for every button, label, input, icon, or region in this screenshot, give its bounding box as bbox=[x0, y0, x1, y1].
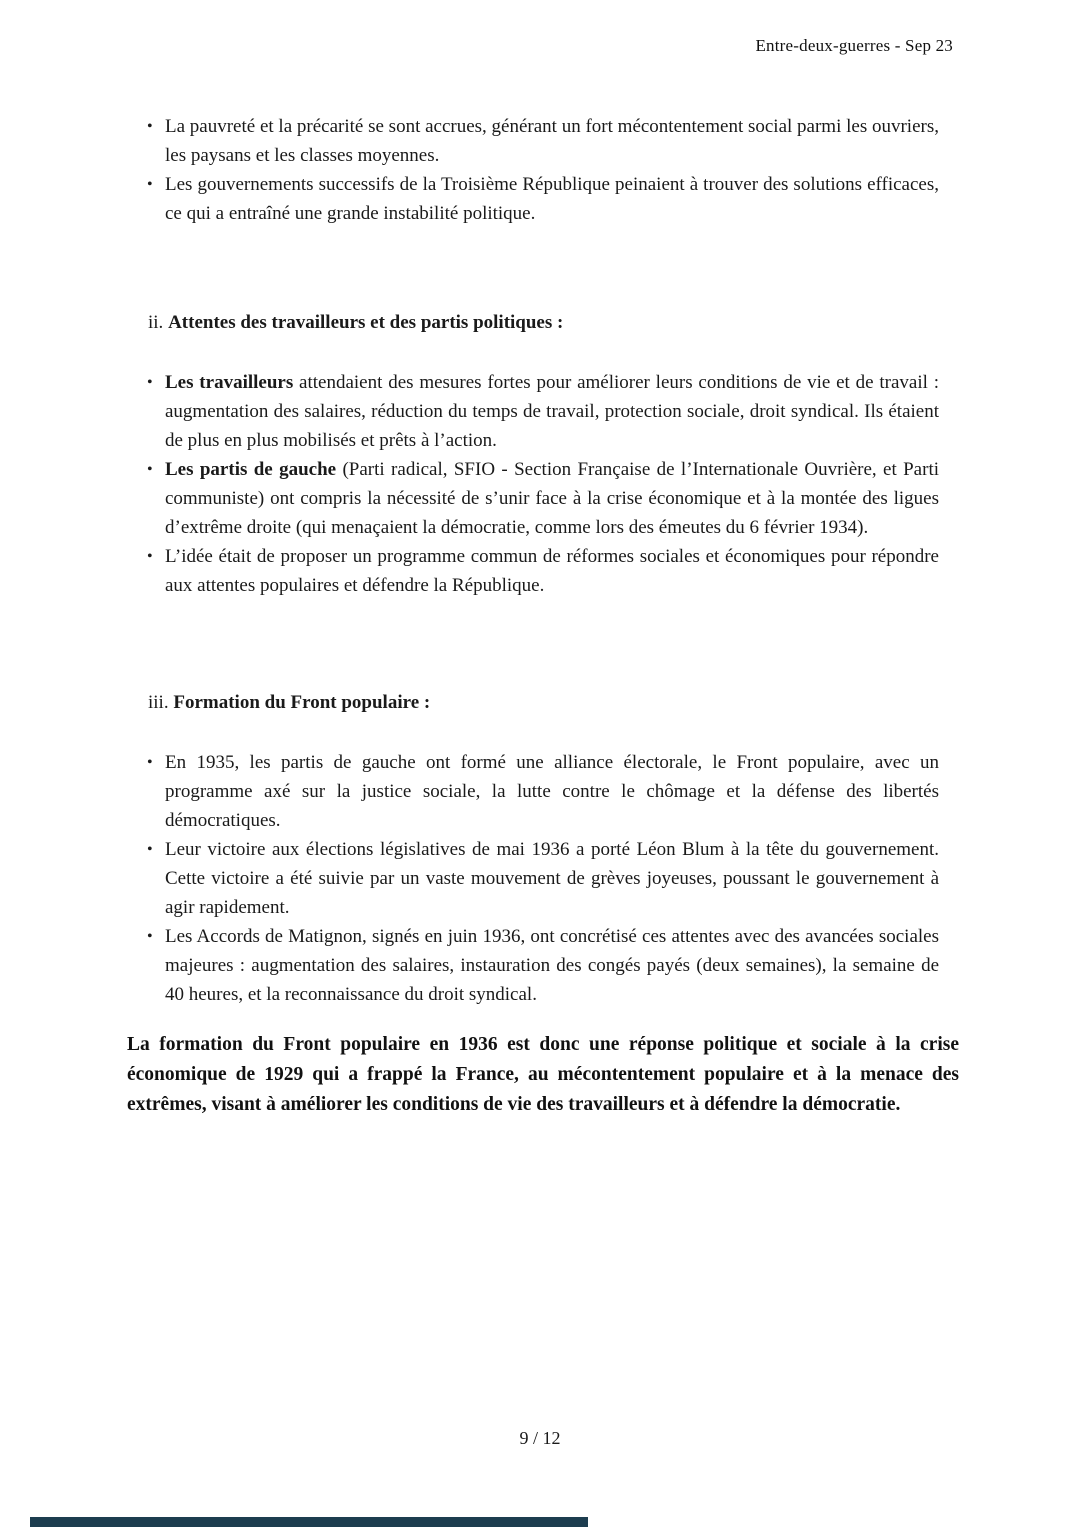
list-item bbox=[127, 455, 939, 542]
document-header: Entre-deux-guerres - Sep 23 bbox=[755, 36, 953, 55]
section-heading-iii bbox=[148, 688, 430, 717]
bullet-text: Les Accords de Matignon, signés en juin 1936, ont concrétisé ces attentes avec des avancées sociales majeures : augmentation des salaires, instauration des congés payés (deux semaines), la semaine de 40 heures, et la reconnaissance du droit syndical. bbox=[165, 926, 939, 1005]
bullet-icon: • bbox=[147, 118, 153, 135]
bullet-icon: • bbox=[147, 548, 153, 565]
page-number: 9 / 12 bbox=[519, 1428, 561, 1448]
bullet-text: Les gouvernements successifs de la Troisième République peinaient à trouver des solutions efficaces, ce qui a entraîné une grande instabilité politique. bbox=[165, 174, 939, 224]
bullet-icon: • bbox=[147, 461, 153, 478]
bullet-text: Leur victoire aux élections législatives de mai 1936 a porté Léon Blum à la tête du gouvernement. Cette victoire a été suivie par un vaste mouvement de grèves joyeuses, poussant le gouvernement à agir rapidement. bbox=[165, 839, 939, 918]
bullet-icon: • bbox=[147, 176, 153, 193]
section-ii-body bbox=[127, 368, 939, 600]
bottom-edge-bar bbox=[30, 1517, 588, 1527]
bullet-lead: Les travailleurs bbox=[165, 372, 294, 393]
bullet-text: L’idée était de proposer un programme commun de réformes sociales et économiques pour répondre aux attentes populaires et défendre la République. bbox=[165, 546, 939, 596]
intro-bullet-list bbox=[127, 112, 939, 228]
section-title: Formation du Front populaire : bbox=[173, 692, 431, 713]
bullet-lead: Les partis de gauche bbox=[165, 459, 337, 480]
section-title: Attentes des travailleurs et des partis politiques : bbox=[168, 312, 564, 333]
bullet-text: attendaient des mesures fortes pour améliorer leurs conditions de vie et de travail : augmentation des salaires, réduction du temps de travail, protection sociale, droit syndical. Ils étaient de plus en plus mobilisés et prêts à l’action. bbox=[165, 372, 939, 451]
bullet-text: (Parti radical, SFIO - Section Française de l’Internationale Ouvrière, et Parti communiste) ont compris la nécessité de s’unir face à la crise économique et à la montée des ligues d’extrême droite (qui menaçaient la démocratie, comme lors des émeutes du 6 février 1934). bbox=[165, 459, 940, 538]
list-item bbox=[127, 748, 939, 835]
section-number: ii. bbox=[148, 312, 164, 333]
bullet-text: En 1935, les partis de gauche ont formé une alliance électorale, le Front populaire, avec un programme axé sur la justice sociale, la lutte contre le chômage et la défense des libertés démocratiques. bbox=[165, 752, 939, 831]
intro-section bbox=[127, 112, 939, 228]
list-item bbox=[127, 170, 939, 228]
bullet-icon: • bbox=[147, 754, 153, 771]
list-item bbox=[127, 835, 939, 922]
list-item bbox=[127, 542, 939, 600]
section-ii-bullet-list bbox=[127, 368, 939, 600]
section-heading-ii bbox=[148, 308, 563, 337]
list-item bbox=[127, 368, 939, 455]
list-item bbox=[127, 922, 939, 1009]
section-iii-body bbox=[127, 748, 939, 1009]
bullet-text: La pauvreté et la précarité se sont accrues, générant un fort mécontentement social parmi les ouvriers, les paysans et les classes moyennes. bbox=[165, 116, 939, 166]
conclusion-paragraph: La formation du Front populaire en 1936 est donc une réponse politique et sociale à la crise économique de 1929 qui a frappé la France, au mécontentement populaire et à la menace des extrêmes, visant à améliorer les conditions de vie des travailleurs et à défendre la démocratie. bbox=[127, 1034, 959, 1115]
bullet-icon: • bbox=[147, 928, 153, 945]
list-item bbox=[127, 112, 939, 170]
bullet-icon: • bbox=[147, 841, 153, 858]
section-iii-bullet-list bbox=[127, 748, 939, 1009]
bullet-icon: • bbox=[147, 374, 153, 391]
section-number: iii. bbox=[148, 692, 169, 713]
